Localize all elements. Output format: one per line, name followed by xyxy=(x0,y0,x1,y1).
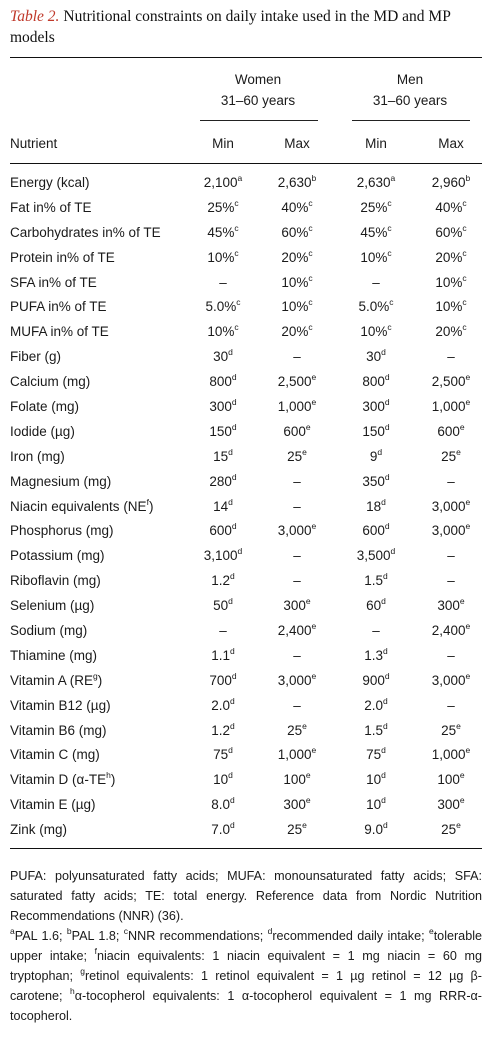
cell-men-max: 2,400e xyxy=(431,621,471,639)
cell-women-min: – xyxy=(219,623,227,639)
table-row xyxy=(10,296,482,321)
cell-women-min: 280$^d$ xyxy=(209,471,237,489)
table-row xyxy=(10,247,482,272)
nutrient-name: Folate (mg) xyxy=(10,399,80,415)
cell-men-max: – xyxy=(447,548,455,564)
table-row xyxy=(10,620,482,645)
nutrient-name: SFA in% of TE xyxy=(10,274,97,290)
cell-women-max: – xyxy=(293,573,301,589)
bottom-rule xyxy=(10,848,482,849)
cell-women-max: 3,000e xyxy=(277,670,317,688)
cell-women-min: 30$^d$ xyxy=(213,347,233,365)
footnote-mark: g xyxy=(80,966,85,976)
cell-women-min: 300$^d$ xyxy=(209,397,237,415)
footnote-mark: e xyxy=(428,926,434,936)
footnote-abbreviations: PUFA: polyunsaturated fatty acids; MUFA: monounsaturated fatty acids; SFA: saturated fatty acids; TE: total energy. Reference data from Nordic Nutrition Recommendations (NNR) (36). xyxy=(10,869,482,923)
cell-women-min: – xyxy=(219,274,227,290)
cell-women-min: 75$^d$ xyxy=(213,745,233,763)
table-row xyxy=(10,346,482,371)
cell-women-min: 15$^d$ xyxy=(213,446,233,464)
cell-women-max: 25e xyxy=(287,720,307,738)
table-row xyxy=(10,222,482,247)
cell-women-max: 20%$^c$ xyxy=(281,247,313,265)
cell-women-min: 2,100$^a$ xyxy=(203,173,243,190)
cell-women-max: 25e xyxy=(287,820,307,838)
cell-men-min: 10$^d$ xyxy=(366,795,386,813)
nutrient-name: Iodide (µg) xyxy=(10,423,75,439)
cell-men-max: – xyxy=(447,349,455,365)
cell-women-max: 100e xyxy=(283,770,311,788)
table-row xyxy=(10,371,482,396)
cell-men-min: 350$^d$ xyxy=(362,471,390,489)
cell-men-max: 1,000e xyxy=(431,745,471,763)
nutrient-name: Protein in% of TE xyxy=(10,249,115,265)
footnote-text: PAL 1.6; xyxy=(14,929,67,943)
cell-men-min: 5.0%$^c$ xyxy=(358,297,394,315)
footnote-marks xyxy=(10,926,482,1026)
header-men-min: Min xyxy=(365,136,387,151)
table-row xyxy=(10,172,482,197)
cell-men-max: – xyxy=(447,473,455,489)
footnote-text: recommended daily intake; xyxy=(272,929,429,943)
table-title: Nutritional constraints on daily intake used in the MD and MP models xyxy=(10,8,451,46)
cell-men-max: 600e xyxy=(437,421,465,439)
cell-men-max: 25e xyxy=(441,446,461,464)
nutrient-name: Calcium (mg) xyxy=(10,374,91,390)
nutrient-name: Vitamin C (mg) xyxy=(10,747,100,763)
nutrient-name: Iron (mg) xyxy=(10,448,65,464)
nutrient-name: PUFA in% of TE xyxy=(10,299,107,315)
cell-women-max: 2,400e xyxy=(277,621,317,639)
table-row xyxy=(10,570,482,595)
nutrient-name: Potassium (mg) xyxy=(10,548,105,564)
nutrient-name: Vitamin B6 (mg) xyxy=(10,722,107,738)
cell-men-max: 3,000e xyxy=(431,521,471,539)
cell-men-max: 10%$^c$ xyxy=(435,297,467,315)
footnote-mark: d xyxy=(267,926,273,936)
footnote-text: PAL 1.8; xyxy=(71,929,124,943)
cell-women-max: 600e xyxy=(283,421,311,439)
cell-women-max: 10%$^c$ xyxy=(281,297,313,315)
footnote-mark: b xyxy=(66,926,72,936)
cell-women-max: 60%$^c$ xyxy=(281,222,313,240)
table-row xyxy=(10,520,482,545)
cell-men-max: 25e xyxy=(441,720,461,738)
cell-women-min: 600$^d$ xyxy=(209,521,237,539)
table-label: Table 2. xyxy=(10,8,60,25)
cell-women-min: 45%$^c$ xyxy=(207,222,239,240)
cell-men-min: – xyxy=(372,623,380,639)
table-row xyxy=(10,720,482,745)
cell-men-min: 800$^d$ xyxy=(362,372,390,390)
footnote-text: retinol equivalents: 1 retinol equivalent = 1 µg retinol = 12 µg β-carotene; xyxy=(10,969,482,1003)
cell-women-min: 2.0$^d$ xyxy=(211,695,235,713)
table-row xyxy=(10,545,482,570)
table-row xyxy=(10,321,482,346)
cell-men-max: 3,000e xyxy=(431,670,471,688)
cell-women-min: 700$^d$ xyxy=(209,670,237,688)
table-row xyxy=(10,197,482,222)
cell-men-min: 75$^d$ xyxy=(366,745,386,763)
cell-men-max: – xyxy=(447,573,455,589)
table-row xyxy=(10,595,482,620)
cell-women-min: 14$^d$ xyxy=(213,496,233,514)
footnote-mark: f xyxy=(94,946,97,956)
nutrient-name: Vitamin D $(\alpha-TE^h)$ xyxy=(10,770,116,788)
nutrient-name: Fat in% of TE xyxy=(10,199,92,215)
cell-women-min: 50$^d$ xyxy=(213,596,233,614)
cell-women-max: 2,630$^b$ xyxy=(277,173,317,190)
footnote-text: tolerable upper intake; xyxy=(10,929,482,963)
table-row xyxy=(10,670,482,695)
nutrient-name: Vitamin B12 (µg) xyxy=(10,697,111,713)
cell-women-max: 40%$^c$ xyxy=(281,197,313,215)
cell-men-min: 2.0$^d$ xyxy=(364,695,388,713)
group-men xyxy=(345,72,475,108)
group-women-underline xyxy=(200,120,318,121)
cell-men-max: 300e xyxy=(437,795,465,813)
nutrient-name: Zink (mg) xyxy=(10,822,67,838)
table-row xyxy=(10,794,482,819)
table-caption xyxy=(10,6,478,48)
cell-men-max: 20%$^c$ xyxy=(435,322,467,340)
cell-men-max: 100e xyxy=(437,770,465,788)
table-row xyxy=(10,446,482,471)
cell-men-min: 1.5$^d$ xyxy=(364,571,388,589)
cell-men-max: 2,960$^b$ xyxy=(431,173,471,190)
cell-men-min: – xyxy=(372,274,380,290)
nutrient-name: Fiber (g) xyxy=(10,349,62,365)
cell-men-min: 30$^d$ xyxy=(366,347,386,365)
cell-men-max: – xyxy=(447,647,455,663)
cell-men-min: 9.0$^d$ xyxy=(364,820,388,838)
group-men-name: Men xyxy=(396,72,424,87)
cell-men-min: 45%$^c$ xyxy=(360,222,392,240)
cell-women-max: – xyxy=(293,697,301,713)
cell-men-max: 40%$^c$ xyxy=(435,197,467,215)
cell-women-max: – xyxy=(293,647,301,663)
nutrient-name: Phosphorus (mg) xyxy=(10,523,114,539)
cell-men-min: 18$^d$ xyxy=(366,496,386,514)
cell-men-max: 300e xyxy=(437,596,465,614)
cell-women-min: 1.2$^d$ xyxy=(211,720,235,738)
cell-men-min: 1.3$^d$ xyxy=(364,645,388,663)
table-body xyxy=(10,172,482,844)
nutrient-name: Vitamin A $(RE^g)$ xyxy=(10,670,103,688)
cell-women-max: 3,000e xyxy=(277,521,317,539)
top-rule xyxy=(10,57,482,58)
footnote-mark: c xyxy=(123,926,128,936)
cell-men-min: 10%$^c$ xyxy=(360,322,392,340)
cell-men-max: 3,000e xyxy=(431,496,471,514)
cell-men-max: 60%$^c$ xyxy=(435,222,467,240)
nutrient-name: Selenium (µg) xyxy=(10,598,95,614)
table-row xyxy=(10,272,482,297)
cell-women-max: – xyxy=(293,498,301,514)
nutrient-name: Sodium (mg) xyxy=(10,623,88,639)
cell-men-max: 10%$^c$ xyxy=(435,272,467,290)
cell-men-min: 10$^d$ xyxy=(366,770,386,788)
header-rule xyxy=(10,163,482,164)
table-row xyxy=(10,819,482,844)
footnote-mark: h xyxy=(70,986,75,996)
cell-men-min: 3,500$^d$ xyxy=(356,546,396,564)
table-row xyxy=(10,421,482,446)
cell-men-max: 20%$^c$ xyxy=(435,247,467,265)
cell-women-min: 1.2$^d$ xyxy=(211,571,235,589)
cell-men-min: 900$^d$ xyxy=(362,670,390,688)
group-men-underline xyxy=(352,120,470,121)
group-women-name: Women xyxy=(234,72,282,87)
footnote-text: α-tocopherol equivalents: 1 α-tocopherol equivalent = 1 mg RRR-α-tocopherol. xyxy=(10,989,482,1023)
table-row xyxy=(10,645,482,670)
table-row xyxy=(10,769,482,794)
cell-women-max: 1,000e xyxy=(277,745,317,763)
cell-men-max: 25e xyxy=(441,820,461,838)
nutrient-name: MUFA in% of TE xyxy=(10,324,109,340)
table-footnotes xyxy=(10,866,482,1026)
cell-women-min: 5.0%$^c$ xyxy=(205,297,241,315)
nutrient-name: Riboflavin (mg) xyxy=(10,573,101,589)
table-row xyxy=(10,396,482,421)
cell-men-max: 2,500e xyxy=(431,372,471,390)
cell-women-max: 300e xyxy=(283,795,311,813)
cell-men-min: 600$^d$ xyxy=(362,521,390,539)
cell-women-min: 800$^d$ xyxy=(209,372,237,390)
cell-women-min: 3,100$^d$ xyxy=(203,546,243,564)
header-nutrient: Nutrient xyxy=(10,136,58,151)
cell-women-max: 300e xyxy=(283,596,311,614)
cell-women-max: – xyxy=(293,473,301,489)
footnote-text: NNR recommendations; xyxy=(128,929,268,943)
nutrient-name: Niacin equivalents $(NE^f)$ xyxy=(10,496,154,514)
cell-men-min: 9$^d$ xyxy=(369,446,383,464)
nutrient-name: Carbohydrates in% of TE xyxy=(10,224,161,240)
cell-women-min: 10$^d$ xyxy=(213,770,233,788)
cell-men-max: – xyxy=(447,697,455,713)
cell-women-max: – xyxy=(293,349,301,365)
header-women-min: Min xyxy=(212,136,234,151)
cell-women-min: 25%$^c$ xyxy=(207,197,239,215)
table-row xyxy=(10,496,482,521)
table-row xyxy=(10,744,482,769)
cell-women-max: 25e xyxy=(287,446,307,464)
nutrient-name: Energy (kcal) xyxy=(10,175,90,190)
cell-women-min: 150$^d$ xyxy=(209,421,237,439)
group-women-age: 31–60 years xyxy=(220,93,296,108)
cell-women-min: 1.1$^d$ xyxy=(211,645,235,663)
cell-women-min: 7.0$^d$ xyxy=(211,820,235,838)
cell-men-min: 60$^d$ xyxy=(366,596,386,614)
cell-women-min: 10%$^c$ xyxy=(207,247,239,265)
footnote-text: niacin equivalents: 1 niacin equivalent = 1 mg niacin = 60 mg tryptophan; xyxy=(10,949,482,983)
footnote-mark: a xyxy=(10,926,15,936)
cell-men-min: 2,630$^a$ xyxy=(356,173,396,190)
cell-women-min: 10%$^c$ xyxy=(207,322,239,340)
header-men-max: Max xyxy=(438,136,464,151)
cell-women-max: 1,000e xyxy=(277,397,317,415)
cell-women-max: 10%$^c$ xyxy=(281,272,313,290)
cell-men-max: 1,000e xyxy=(431,397,471,415)
cell-men-min: 10%$^c$ xyxy=(360,247,392,265)
table-row xyxy=(10,695,482,720)
table-row xyxy=(10,471,482,496)
nutrient-name: Magnesium (mg) xyxy=(10,473,112,489)
group-men-age: 31–60 years xyxy=(372,93,448,108)
nutrient-name: Vitamin E (µg) xyxy=(10,797,96,813)
cell-men-min: 25%$^c$ xyxy=(360,197,392,215)
cell-men-min: 1.5$^d$ xyxy=(364,720,388,738)
cell-women-min: 8.0$^d$ xyxy=(211,795,235,813)
cell-men-min: 300$^d$ xyxy=(362,397,390,415)
nutrient-name: Thiamine (mg) xyxy=(10,647,98,663)
cell-men-min: 150$^d$ xyxy=(362,421,390,439)
header-women-max: Max xyxy=(284,136,310,151)
cell-women-max: – xyxy=(293,548,301,564)
group-women xyxy=(193,72,323,108)
cell-women-max: 2,500e xyxy=(277,372,317,390)
cell-women-max: 20%$^c$ xyxy=(281,322,313,340)
